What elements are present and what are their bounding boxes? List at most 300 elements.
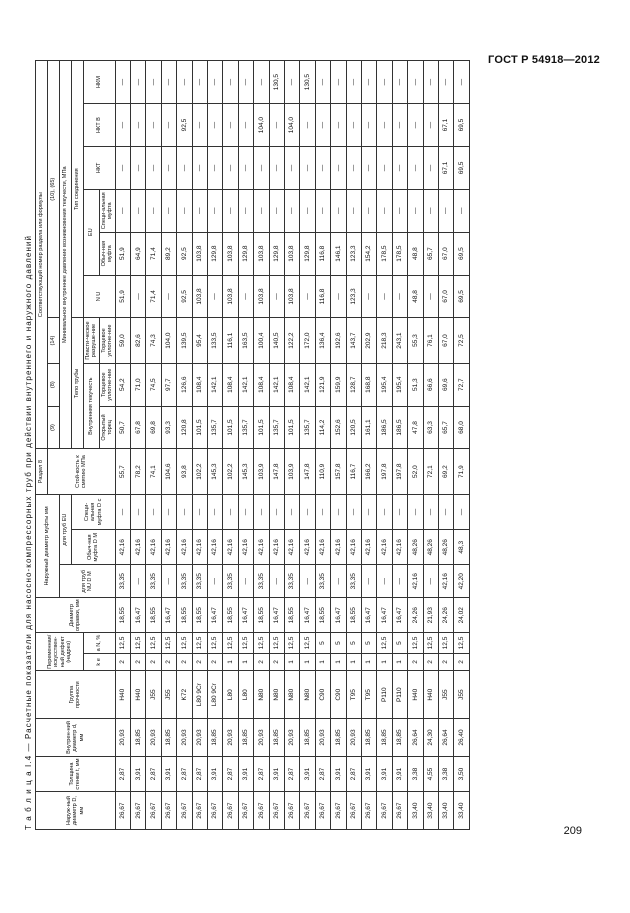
table-cell: 2 (192, 653, 207, 671)
table-cell: 69,5 (454, 147, 469, 190)
table-cell: 92,5 (177, 275, 192, 318)
table-cell: — (346, 104, 361, 147)
table-cell: 26,67 (254, 792, 269, 830)
table-cell: — (346, 61, 361, 104)
table-cell: 2 (454, 653, 469, 671)
table-cell: 12,5 (408, 633, 423, 653)
table-cell: — (408, 494, 423, 529)
table-cell: — (238, 104, 253, 147)
table-cell: 18,85 (392, 719, 407, 757)
table-cell: C90 (331, 671, 346, 719)
table-cell: 2,87 (192, 756, 207, 791)
table-cell: — (361, 494, 376, 529)
table-cell: N80 (254, 671, 269, 719)
table-cell: — (300, 275, 315, 318)
header-eu: EU (84, 189, 100, 275)
table-row (315, 61, 330, 830)
table-cell: 33,35 (146, 565, 161, 598)
table-cell: 26,67 (361, 792, 376, 830)
table-cell: — (361, 275, 376, 318)
table-cell: 103,8 (192, 275, 207, 318)
table-cell: 64,9 (131, 232, 146, 275)
table-cell: — (146, 104, 161, 147)
table-cell: 26,67 (223, 792, 238, 830)
table-cell: 2 (254, 653, 269, 671)
table-cell: 68,0 (454, 406, 469, 449)
table-cell: — (361, 104, 376, 147)
table-cell: 1 (392, 653, 407, 671)
table-cell: — (115, 189, 130, 232)
table-cell: 42,16 (346, 530, 361, 565)
table-cell: 101,5 (284, 406, 299, 449)
table-cell: 2 (438, 653, 453, 671)
table-cell: — (300, 147, 315, 190)
table-cell: 16,47 (392, 598, 407, 633)
table-cell: — (131, 565, 146, 598)
header-nkt: НКТ (84, 147, 116, 190)
table-cell: — (377, 494, 392, 529)
table-cell: — (315, 61, 330, 104)
table-cell: T95 (346, 671, 361, 719)
table-cell: — (115, 494, 130, 529)
table-cell: L80 9Cr (192, 671, 207, 719)
table-cell: 42,16 (408, 565, 423, 598)
table-cell: 168,8 (361, 363, 376, 406)
table-cell: 142,1 (238, 363, 253, 406)
table-cell: — (269, 565, 284, 598)
table-cell: — (346, 189, 361, 232)
table-cell: 2 (269, 653, 284, 671)
table-cell: 130,5 (300, 61, 315, 104)
table-cell: 2,87 (315, 756, 330, 791)
header-f14: (14) (48, 318, 60, 363)
table-cell: P110 (392, 671, 407, 719)
table-cell: — (315, 104, 330, 147)
table-row (423, 61, 438, 830)
table-cell: 12,5 (146, 633, 161, 653)
header-coupling: Наружный диаметр муфты мм (36, 494, 60, 597)
table-cell: — (177, 147, 192, 190)
table-cell: 67,8 (131, 406, 146, 449)
table-cell: 33,35 (315, 565, 330, 598)
table-cell: 145,3 (208, 449, 223, 494)
table-body (115, 61, 469, 830)
table-cell: 1 (346, 653, 361, 671)
table-cell: 172,0 (300, 318, 315, 363)
table-cell: 18,55 (315, 598, 330, 633)
table-cell: — (223, 494, 238, 529)
table-cell: 48,26 (438, 530, 453, 565)
table-cell: 16,47 (161, 598, 176, 633)
table-cell: 48,3 (454, 530, 469, 565)
table-row (454, 61, 469, 830)
pressure-table (35, 60, 470, 830)
table-cell: 104,0 (161, 318, 176, 363)
table-cell: — (284, 61, 299, 104)
table-cell: — (208, 565, 223, 598)
table-cell: 2 (115, 653, 130, 671)
table-cell: 108,4 (284, 363, 299, 406)
header-eu-regular-2: Обыч-ная муфта (99, 232, 115, 275)
table-cell: 2,87 (223, 756, 238, 791)
table-cell: — (377, 61, 392, 104)
header-eu-special: Специ-альная муфта D c (72, 494, 116, 529)
table-cell: — (300, 494, 315, 529)
table-cell: 140,5 (269, 318, 284, 363)
table-cell: — (438, 494, 453, 529)
table-cell: 3,38 (408, 756, 423, 791)
table-cell: 42,16 (377, 530, 392, 565)
table-cell: — (300, 189, 315, 232)
table-row (146, 61, 161, 830)
table-cell: — (161, 275, 176, 318)
table-cell: 129,8 (300, 232, 315, 275)
standard-header: ГОСТ Р 54918—2012 (488, 54, 600, 66)
table-cell: 51,9 (115, 275, 130, 318)
header-yield: Внутренняя текучесть (84, 363, 100, 449)
page-number: 209 (563, 825, 582, 837)
table-cell: — (361, 565, 376, 598)
table-cell: 12,5 (454, 633, 469, 653)
table-cell: — (146, 61, 161, 104)
table-cell: — (254, 147, 269, 190)
table-cell: — (423, 494, 438, 529)
table-cell: — (208, 275, 223, 318)
table-cell: 59,0 (115, 318, 130, 363)
header-od: Наруж-ный диаметр D, мм (36, 792, 116, 830)
table-row (238, 61, 253, 830)
table-cell: 24,26 (438, 598, 453, 633)
table-cell: 67,1 (438, 104, 453, 147)
table-row (331, 61, 346, 830)
table-cell: — (392, 275, 407, 318)
table-cell: T95 (361, 671, 376, 719)
table-cell: — (331, 61, 346, 104)
table-cell: 26,67 (315, 792, 330, 830)
table-cell: 104,0 (254, 104, 269, 147)
table-cell: 42,16 (238, 530, 253, 565)
header-conn-type: Тип соединения (72, 61, 84, 318)
table-cell: 18,55 (284, 598, 299, 633)
table-cell: 97,7 (161, 363, 176, 406)
table-cell: 12,5 (269, 633, 284, 653)
header-eu-coupling: для труб EU (60, 494, 72, 565)
table-cell: 20,93 (315, 719, 330, 757)
table-cell: 26,67 (238, 792, 253, 830)
table-cell: — (300, 565, 315, 598)
table-cell: — (192, 189, 207, 232)
table-cell: — (423, 565, 438, 598)
table-cell: 18,55 (346, 598, 361, 633)
table-cell: 161,1 (361, 406, 376, 449)
table-cell: 197,8 (377, 449, 392, 494)
table-cell: 12,5 (377, 633, 392, 653)
table-row (208, 61, 223, 830)
table-cell: 16,47 (331, 598, 346, 633)
table-cell: 71,9 (454, 449, 469, 494)
table-cell: — (300, 104, 315, 147)
table-cell: 92,5 (177, 104, 192, 147)
table-cell: 12,5 (208, 633, 223, 653)
header-perm: Переменная/ искусствен-ный дефект (надрез) (36, 633, 84, 671)
table-cell: — (177, 61, 192, 104)
table-cell: 42,16 (331, 530, 346, 565)
header-grade: Группа прочности (36, 671, 116, 719)
table-cell: 3,50 (454, 756, 469, 791)
table-row (131, 61, 146, 830)
header-id: Внутрен-ний диаметр d, мм (36, 719, 116, 757)
table-cell: — (269, 189, 284, 232)
table-cell: 1 (223, 653, 238, 671)
table-cell: 5 (392, 633, 407, 653)
table-cell: — (131, 275, 146, 318)
table-cell: — (269, 494, 284, 529)
table-cell: — (377, 565, 392, 598)
header-collapse: Стой-кость к смятию МПа (48, 449, 116, 494)
table-row (254, 61, 269, 830)
table-cell: 12,5 (192, 633, 207, 653)
table-cell: 20,93 (146, 719, 161, 757)
table-cell: 33,40 (408, 792, 423, 830)
table-cell: — (254, 61, 269, 104)
table-cell: 120,8 (177, 406, 192, 449)
table-row (392, 61, 407, 830)
table-cell: 128,7 (346, 363, 361, 406)
table-cell: — (408, 189, 423, 232)
table-cell: 26,64 (438, 719, 453, 757)
table-cell: 33,35 (254, 565, 269, 598)
table-cell: 65,7 (438, 406, 453, 449)
table-cell: 103,8 (192, 232, 207, 275)
table-cell: 102,2 (192, 449, 207, 494)
table-cell: 16,47 (361, 598, 376, 633)
table-cell: 52,0 (408, 449, 423, 494)
table-cell: H40 (131, 671, 146, 719)
header-f8: (8) (48, 363, 60, 406)
table-cell: — (131, 494, 146, 529)
table-cell: — (238, 147, 253, 190)
table-cell: 116,7 (346, 449, 361, 494)
table-cell: 42,16 (146, 530, 161, 565)
table-cell: 108,4 (192, 363, 207, 406)
table-cell: 24,02 (454, 598, 469, 633)
table-cell: 78,2 (131, 449, 146, 494)
table-cell: — (161, 147, 176, 190)
header-ke: k e (84, 653, 116, 671)
table-cell: 5 (361, 633, 376, 653)
header-an: a N, % (84, 633, 116, 653)
table-cell: — (423, 61, 438, 104)
table-cell: — (254, 189, 269, 232)
table-row (177, 61, 192, 830)
table-cell: 95,4 (192, 318, 207, 363)
table-cell: 92,5 (177, 232, 192, 275)
table-cell: 42,16 (269, 530, 284, 565)
table-cell: 178,5 (392, 232, 407, 275)
table-cell: 1 (377, 653, 392, 671)
header-formula-ref: Соответствующий номер раздела или формулы (36, 61, 48, 449)
table-cell: 101,5 (223, 406, 238, 449)
table-cell: 26,67 (284, 792, 299, 830)
table-cell: L80 (238, 671, 253, 719)
table-cell: 69,2 (438, 449, 453, 494)
table-cell: 26,67 (115, 792, 130, 830)
table-cell: 20,93 (223, 719, 238, 757)
table-cell: 50,7 (115, 406, 130, 449)
table-cell: 20,93 (192, 719, 207, 757)
table-cell: — (423, 104, 438, 147)
table-cell: — (223, 61, 238, 104)
table-cell: 26,67 (269, 792, 284, 830)
table-cell: 12,5 (284, 633, 299, 653)
table-cell: 2,87 (146, 756, 161, 791)
table-cell: — (223, 147, 238, 190)
table-cell: — (146, 189, 161, 232)
table-cell: 12,5 (254, 633, 269, 653)
table-cell: 72,1 (423, 449, 438, 494)
table-cell: — (238, 494, 253, 529)
table-cell: 18,85 (269, 719, 284, 757)
table-cell: 93,8 (177, 449, 192, 494)
table-cell: — (208, 104, 223, 147)
rotated-table-block (24, 60, 596, 830)
table-cell: 195,4 (377, 363, 392, 406)
table-cell: 48,26 (423, 530, 438, 565)
table-cell: 104,0 (284, 104, 299, 147)
table-cell: 76,1 (423, 318, 438, 363)
table-cell: 18,85 (238, 719, 253, 757)
table-cell: 16,47 (269, 598, 284, 633)
table-cell: 18,55 (146, 598, 161, 633)
table-cell: J55 (454, 671, 469, 719)
table-cell: 139,5 (177, 318, 192, 363)
table-cell: 103,9 (254, 449, 269, 494)
table-cell: 101,5 (254, 406, 269, 449)
table-cell: 26,67 (131, 792, 146, 830)
table-cell: 4,55 (423, 756, 438, 791)
table-cell: 69,6 (438, 363, 453, 406)
table-cell: 102,2 (223, 449, 238, 494)
table-cell: — (161, 565, 176, 598)
table-cell: — (392, 147, 407, 190)
table-cell: 3,91 (269, 756, 284, 791)
header-eu-regular: Обыч-ная муфта D M (72, 530, 116, 565)
table-cell: 1 (238, 653, 253, 671)
table-cell: 20,93 (346, 719, 361, 757)
table-row (192, 61, 207, 830)
table-row (300, 61, 315, 830)
table-cell: 18,85 (300, 719, 315, 757)
table-cell: 103,8 (284, 232, 299, 275)
table-cell: 3,91 (392, 756, 407, 791)
table-cell: 54,2 (115, 363, 130, 406)
table-cell: 195,4 (392, 363, 407, 406)
table-cell: 26,67 (300, 792, 315, 830)
table-cell: 114,2 (315, 406, 330, 449)
table-cell: 33,35 (223, 565, 238, 598)
table-cell: K72 (177, 671, 192, 719)
table-cell: 142,1 (208, 363, 223, 406)
table-cell: 42,16 (115, 530, 130, 565)
table-cell: 116,8 (315, 232, 330, 275)
table-cell: 133,5 (208, 318, 223, 363)
table-cell: 82,6 (131, 318, 146, 363)
table-cell: 26,67 (377, 792, 392, 830)
table-cell: — (208, 189, 223, 232)
table-cell: 18,55 (223, 598, 238, 633)
table-cell: 16,47 (300, 598, 315, 633)
table-row (346, 61, 361, 830)
table-cell: 63,3 (423, 406, 438, 449)
table-cell: 143,7 (346, 318, 361, 363)
table-cell: 2 (208, 653, 223, 671)
table-cell: — (146, 147, 161, 190)
table-cell: L80 (223, 671, 238, 719)
table-cell: — (392, 61, 407, 104)
table-cell: 67,0 (438, 318, 453, 363)
table-cell: 16,47 (208, 598, 223, 633)
table-cell: — (254, 494, 269, 529)
table-cell: 42,16 (300, 530, 315, 565)
table-cell: 74,5 (146, 363, 161, 406)
header-nu: N U (84, 275, 116, 318)
table-cell: J55 (161, 671, 176, 719)
table-row (284, 61, 299, 830)
table-cell: — (423, 275, 438, 318)
table-cell: 12,5 (161, 633, 176, 653)
table-row (161, 61, 176, 830)
table-cell: — (269, 147, 284, 190)
table-cell: 123,3 (346, 232, 361, 275)
header-min-pressure: Минимальное внутреннее давление возникновения текучести, МПа (60, 61, 72, 449)
table-cell: 12,5 (238, 633, 253, 653)
table-cell: 18,85 (161, 719, 176, 757)
table-cell: 12,5 (177, 633, 192, 653)
table-cell: 3,91 (161, 756, 176, 791)
table-cell: — (392, 565, 407, 598)
table-cell: 26,64 (408, 719, 423, 757)
table-cell: 26,67 (208, 792, 223, 830)
table-cell: 12,5 (131, 633, 146, 653)
header-eu-special-2: Специ-альная муфта (99, 189, 115, 232)
table-cell: 42,20 (454, 565, 469, 598)
table-cell: 218,3 (377, 318, 392, 363)
table-cell: 18,85 (361, 719, 376, 757)
table-cell: 42,16 (438, 565, 453, 598)
table-cell: 33,40 (454, 792, 469, 830)
table-cell: — (161, 61, 176, 104)
table-cell: 18,55 (254, 598, 269, 633)
table-cell: 1 (361, 653, 376, 671)
table-cell: — (131, 147, 146, 190)
table-cell: 122,2 (284, 318, 299, 363)
table-cell: 2,87 (115, 756, 130, 791)
table-cell: N80 (284, 671, 299, 719)
table-cell: P110 (377, 671, 392, 719)
table-cell: 1 (284, 653, 299, 671)
table-cell: 2 (177, 653, 192, 671)
table-cell: 103,8 (254, 232, 269, 275)
table-cell: 33,40 (423, 792, 438, 830)
table-cell: 26,67 (161, 792, 176, 830)
table-cell: — (131, 189, 146, 232)
table-cell: 2 (408, 653, 423, 671)
table-cell: 110,9 (315, 449, 330, 494)
header-end-seal-2: Торцевое уплотне-ние (99, 318, 115, 363)
table-cell: 154,2 (361, 232, 376, 275)
table-cell: — (161, 104, 176, 147)
table-row (223, 61, 238, 830)
